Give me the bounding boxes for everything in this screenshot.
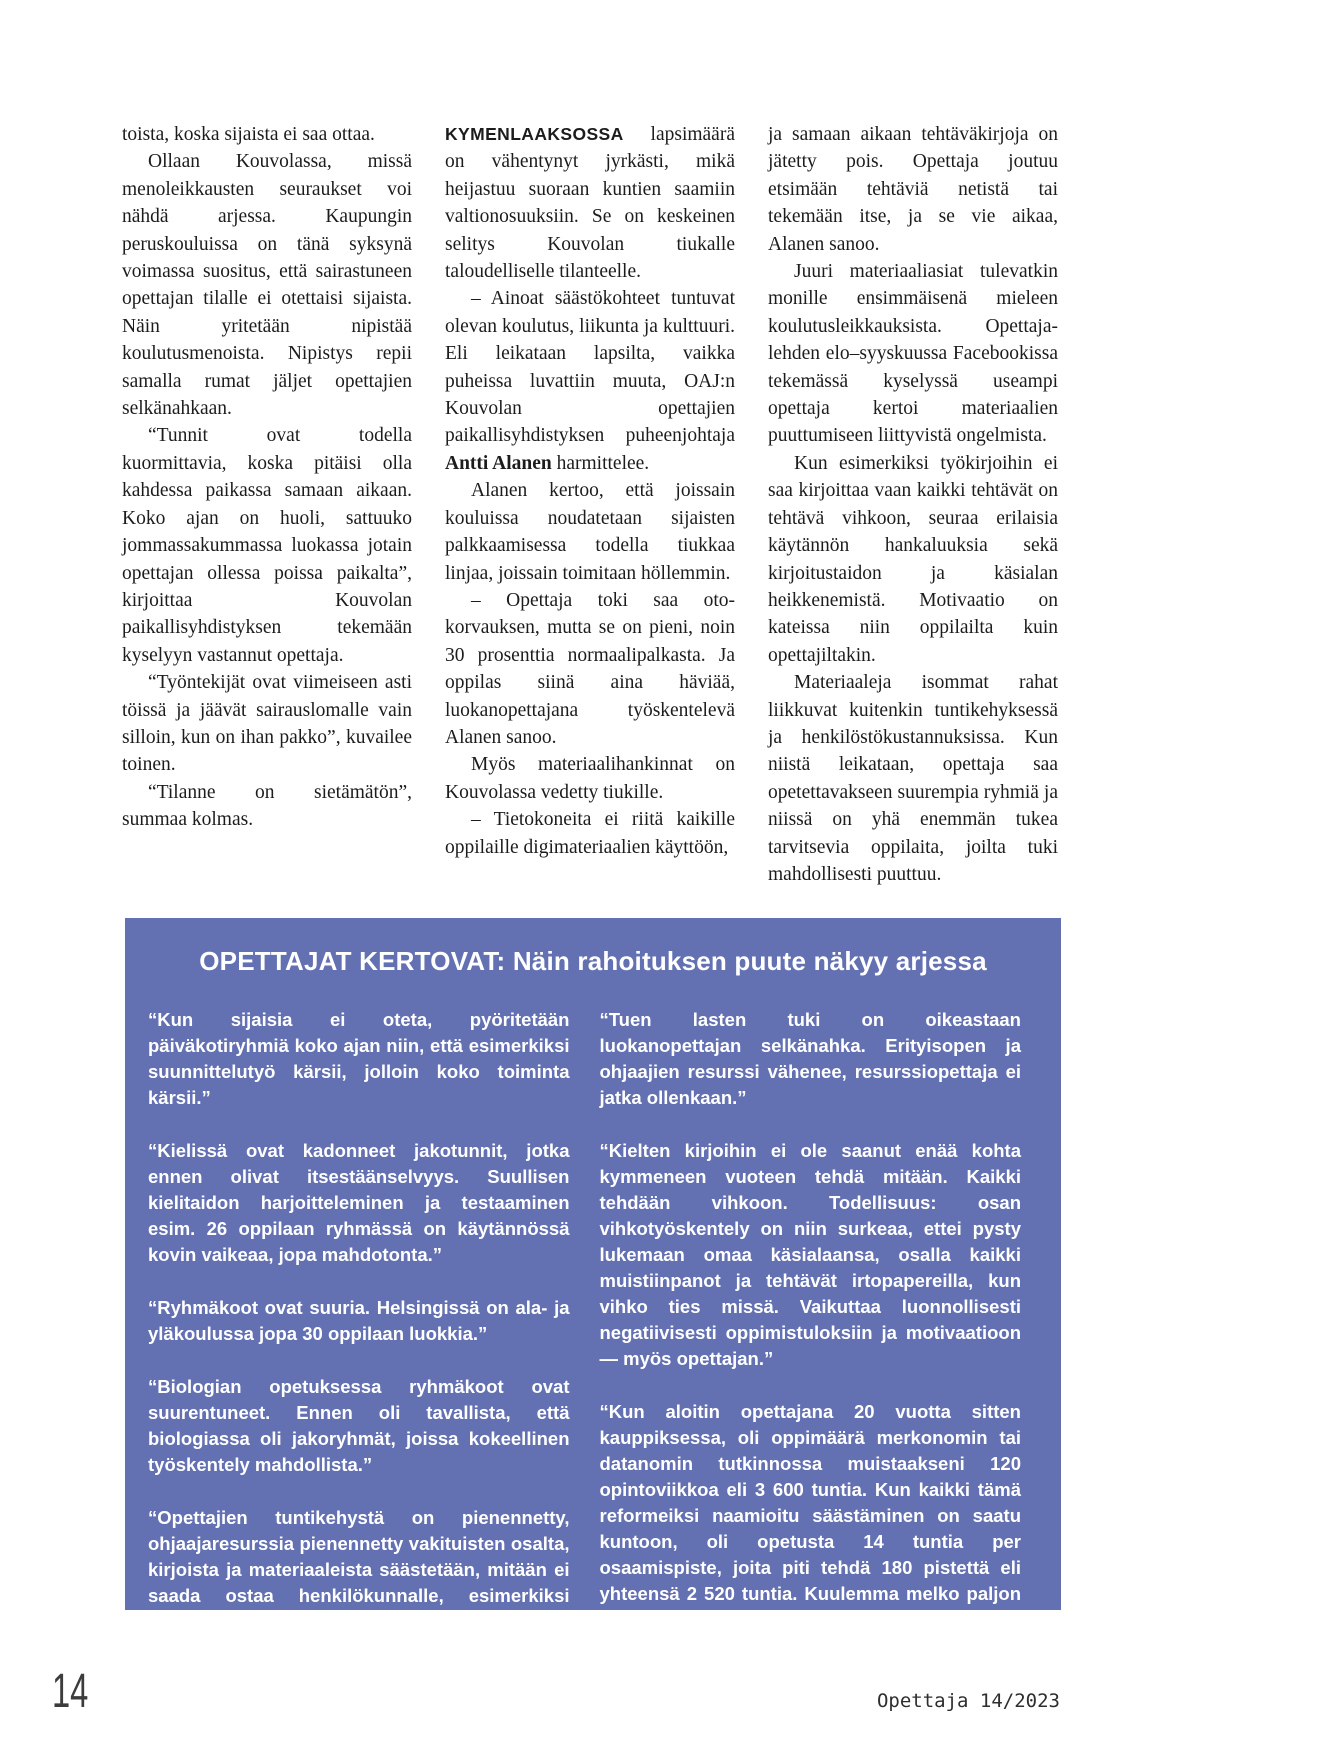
paragraph: “Tilanne on sietämätön”, summaa kolmas. [122, 781, 412, 831]
teacher-quote: “Kun aloitin opettajana 20 vuotta sitten kauppiksessa, oli oppimäärä merkonomin tai datanomin tutkinnossa muistaakseni 120 opintoviikkoa eli 3 600 tuntia. Kun kaikki tämä reformeiksi naamioitu säästäminen on saatu kuntoon, oli opetusta 14 tuntia per osaamispiste, joita piti tehdä 180 pistettä eli yhteensä 2 520 tuntia. Kuulemma melko paljon näkyy työelämässä nykyään.” [599, 1401, 1021, 1630]
article-column-3 [768, 121, 1058, 888]
paragraph: Alanen kertoo, että joissain kouluissa noudatetaan sijaisten palkkaamisessa todella tiukkaa linjaa, joissain toimitaan höllemmin. [445, 480, 735, 584]
teacher-quote: “Kielten kirjoihin ei ole saanut enää kohta kymmeneen vuoteen tehdä mitään. Kaikki tehdään vihkoon. Todellisuus: osan vihkotyöskentely on niin surkeaa, ettei pysty lukemaan omaa käsialaansa, osalla kaikki muistiinpanot ja tehtävät irtopapereilla, kun vihko ties missä. Vaikuttaa luonnollisesti negatiivisesti oppimistuloksiin ja motivaatioon — myös opettajan.” [599, 1140, 1021, 1369]
quote-columns [125, 977, 1061, 1688]
person-name: Antti Alanen [445, 452, 552, 474]
quote-box-title: OPETTAJAT KERTOVAT: Näin rahoituksen puute näkyy arjessa [199, 946, 987, 976]
teacher-quote: “Kielissä ovat kadonneet jakotunnit, jotka ennen olivat itsestäänselvyys. Suullisen kielitaidon harjoitteleminen ja testaaminen esim. 26 oppilaan ryhmässä on käytännössä kovin vaikeaa, jopa mahdotonta.” [148, 1140, 570, 1265]
paragraph: Materiaaleja isommat rahat liikkuvat kuitenkin tuntikehyksessä ja henkilöstökustannuksissa. Kun niistä leikataan, opettaja saa opetettavakseen suurempia ryhmiä ja niissä on yhä enemmän tukea tarvitsevia oppilaita, joilta tuki mahdollisesti puuttuu. [768, 672, 1058, 885]
article-column-2 [445, 121, 735, 888]
quote-column-left [148, 1007, 570, 1688]
teacher-quote: “Ryhmäkoot ovat suuria. Helsingissä on ala- ja yläkoulussa jopa 30 oppilaan luokkia.” [148, 1297, 570, 1344]
lead-in-word: KYMENLAAKSOSSA [445, 124, 624, 144]
teacher-quote: “Biologian opetuksessa ryhmäkoot ovat suurentuneet. Ennen oli tavallista, että biologiassa oli jakoryhmät, joissa kokeellinen työskentely mahdollista.” [148, 1376, 570, 1475]
article-column-1 [122, 121, 412, 888]
quote-box [125, 918, 1061, 1658]
teacher-quote: “Opettajien tuntikehystä on pienennetty, ohjaajaresurssia pienennetty vakituisten osalta, kirjoista ja materiaaleista säästetään, mitään ei saada ostaa henkilökunnalle, esimerkiksi vesopäivänä kahvileipää. Tyhy-toimintaan on 0 euroa.” [148, 1507, 570, 1658]
paragraph [445, 285, 735, 477]
paragraph: “Työntekijät ovat viimeiseen asti töissä ja jäävät sairauslomalle vain silloin, kun on ihan pakko”, kuvailee toinen. [122, 672, 412, 776]
paragraph: toista, koska sijaista ei saa ottaa. [122, 124, 375, 145]
paragraph: “Tunnit ovat todella kuormittavia, koska pitäisi olla kahdessa paikassa samaan aikaan. Koko ajan on huoli, sattuuko jommassakummassa luokassa jotain opettajan ollessa poissa paikalta”, kirjoittaa Kouvolan paikallisyhdistyksen tekemään kyselyyn vastannut opettaja. [122, 425, 412, 666]
paragraph: Kun esimerkiksi työkirjoihin ei saa kirjoittaa vaan kaikki tehtävät on tehtävä vihkoon, seuraa erilaisia käytännön hankaluuksia sekä kirjoitustaidon ja käsialan heikkenemistä. Motivaatio on kateissa niin oppilailta kuin opettajiltakin. [768, 452, 1058, 666]
paragraph: Juuri materiaaliasiat tulevatkin monille ensimmäisenä mieleen koulutusleikkauksista. Opettaja-lehden elo–syyskuussa Facebookissa tekemässä kyselyssä useampi opettaja kertoi materiaalien puuttumiseen liittyvistä ongelmista. [768, 261, 1058, 447]
paragraph [445, 121, 735, 285]
teacher-quote: “Kun sijaisia ei oteta, pyöritetään päiväkotiryhmiä koko ajan niin, että esimerkiksi suunnittelutyö kärsii, jolloin koko toiminta kärsii.” [148, 1009, 570, 1108]
paragraph-text: lapsimäärä on vähentynyt jyrkästi, mikä heijastuu suoraan kuntien saamiin valtionosuuksiin. Se on keskeinen selitys Kouvolan tiukalle taloudelliselle tilanteelle. [445, 124, 735, 283]
paragraph: Myös materiaalihankinnat on Kouvolassa vedetty tiukille. [445, 754, 735, 803]
teacher-quote: “Tuen lasten tuki on oikeastaan luokanopettajan selkänahka. Erityisopen ja ohjaajien resurssi vähenee, resurssiopettaja ei jatka ollenkaan.” [599, 1009, 1021, 1108]
issue-label: Opettaja 14/2023 [876, 1690, 1060, 1712]
paragraph: Ollaan Kouvolassa, missä menoleikkausten seuraukset voi nähdä arjessa. Kaupungin peruskouluissa on tänä syksynä voimassa suositus, että sairastuneen opettajan tilalle ei otettaisi sijaista. Näin yritetään nipistää koulutusmenoista. Nipistys repii samalla rumat jäljet opettajien selkänahkaan. [122, 151, 412, 420]
paragraph-text: – Ainoat säästökohteet tuntuvat olevan koulutus, liikunta ja kulttuuri. Eli leikataan lapsilta, vaikka puheissa luvattiin muuta, OAJ:n Kouvolan opettajien paikallisyhdistyksen puheenjohtaja [445, 288, 735, 447]
paragraph-text: harmittelee. [551, 452, 650, 474]
article-body [122, 121, 1058, 888]
paragraph: – Opettaja toki saa oto-korvauksen, mutta se on pieni, noin 30 prosenttia normaalipalkasta. Ja oppilas siinä aina häviää, luokanopettajana työskentelevä Alanen sanoo. [445, 589, 735, 748]
paragraph: ja samaan aikaan tehtäväkirjoja on jätetty pois. Opettaja joutuu etsimään tehtäviä netistä tai tekemään itse, ja se vie aikaa, Alanen sanoo. [768, 124, 1058, 255]
paragraph: – Tietokoneita ei riitä kaikille oppilaille digimateriaalien käyttöön, [445, 809, 735, 858]
page-number: 14 [52, 1665, 89, 1718]
quote-column-right [600, 1007, 1022, 1688]
